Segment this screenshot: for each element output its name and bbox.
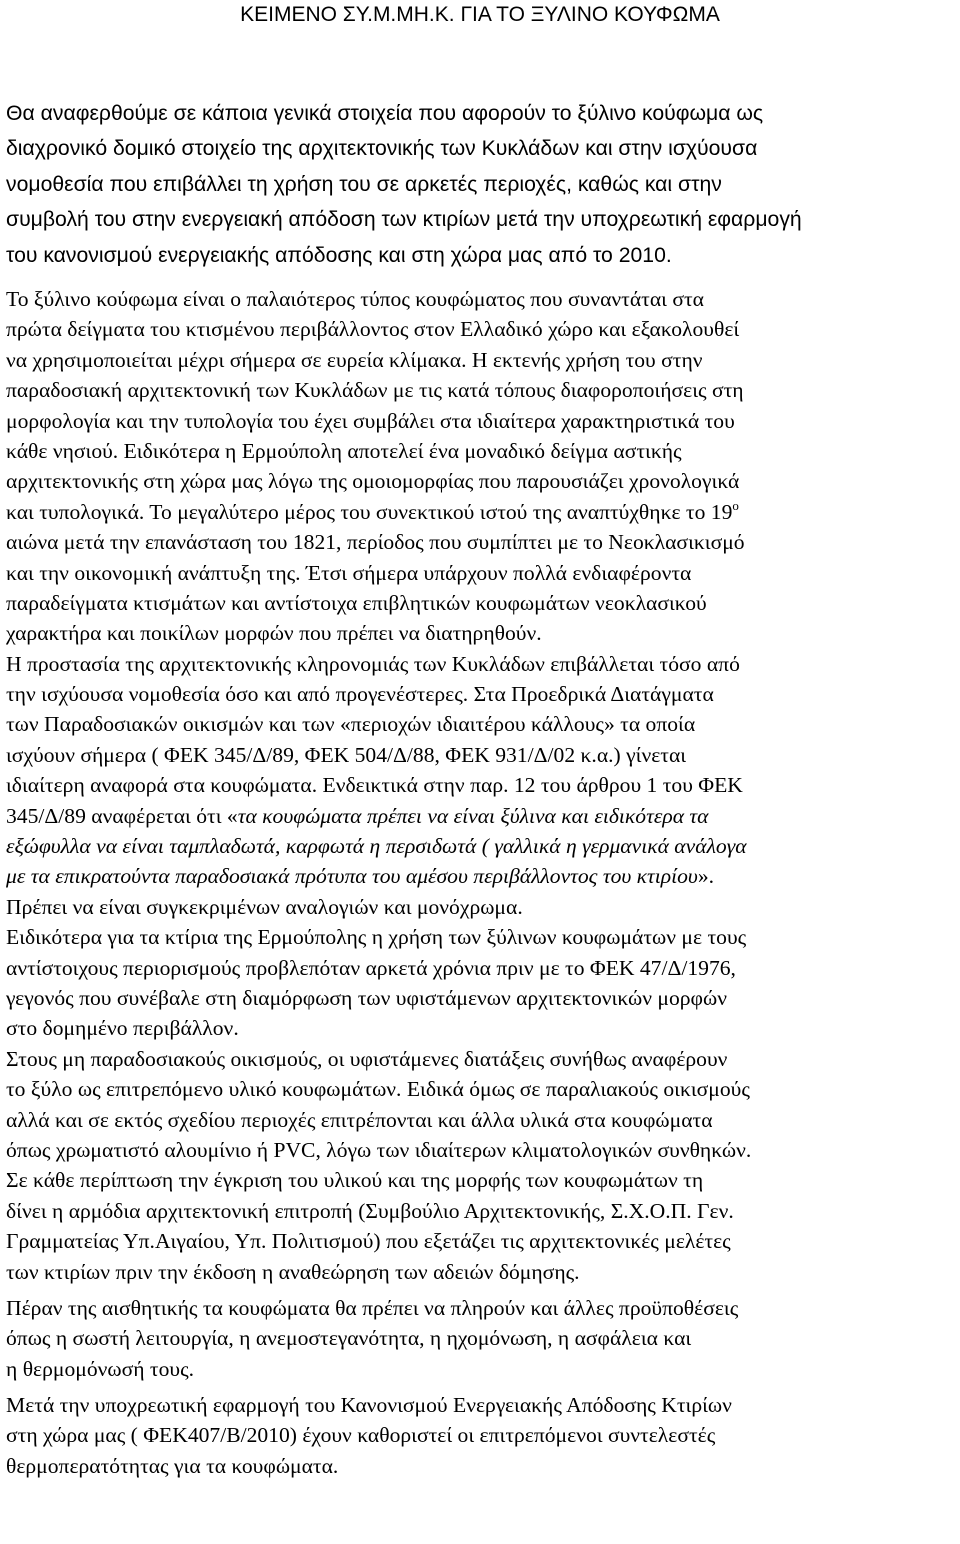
text-segment: ». <box>697 864 715 889</box>
text-line: Πρέπει να είναι συγκεκριμένων αναλογιών και μονόχρωμα. <box>6 894 523 919</box>
text-line: του κανονισμού ενεργειακής απόδοσης και στη χώρα μας από το 2010. <box>6 243 672 267</box>
quote-text: τα κουφώματα πρέπει να είναι ξύλινα και ειδικότερα τα <box>237 803 709 828</box>
text-line: και την οικονομική ανάπτυξη της. Έτσι σήμερα υπάρχουν πολλά ενδιαφέροντα <box>6 560 692 585</box>
text-line: την ισχύουσα νομοθεσία όσο και από προγενέστερες. Στα Προεδρικά Διατάγματα <box>6 682 714 707</box>
text-line: στη χώρα μας ( ΦΕΚ407/Β/2010) έχουν καθοριστεί οι επιτρεπόμενοι συντελεστές <box>6 1423 716 1448</box>
paragraph-history <box>6 284 958 649</box>
text-line: των Παραδοσιακών οικισμών και των «περιοχών ιδιαιτέρου κάλλους» τα οποία <box>6 712 696 737</box>
superscript: ο <box>732 497 739 513</box>
text-line: αιώνα μετά την επανάσταση του 1821, περίοδος που συμπίπτει με το Νεοκλασικισμό <box>6 530 745 555</box>
quote-text: με τα επικρατούντα παραδοσιακά πρότυπα του αμέσου περιβάλλοντος του κτιρίου <box>6 864 698 889</box>
text-line: Θα αναφερθούμε σε κάποια γενικά στοιχεία που αφορούν το ξύλινο κούφωμα ως <box>6 102 764 125</box>
text-line: αλλά και σε εκτός σχεδίου περιοχές επιτρέπονται και άλλα υλικά στα κουφώματα <box>6 1107 713 1132</box>
text-line <box>6 497 958 527</box>
text-line: γεγονός που συνέβαλε στη διαμόρφωση των υφιστάμενων αρχιτεκτονικών μορφών <box>6 985 727 1010</box>
paragraph-legislation <box>6 649 958 923</box>
text-line <box>6 801 958 831</box>
text-line: διαχρονικό δομικό στοιχείο της αρχιτεκτονικής των Κυκλάδων και στην ισχύουσα <box>6 137 758 161</box>
text-line <box>6 861 958 891</box>
text-line: Ειδικότερα για τα κτίρια της Ερμούπολης η χρήση των ξύλινων κουφωμάτων με τους <box>6 925 747 950</box>
body-text <box>6 284 958 1481</box>
text-line: Πέραν της αισθητικής τα κουφώματα θα πρέπει να πληρούν και άλλες προϋποθέσεις <box>6 1295 739 1320</box>
text-line: παραδοσιακή αρχιτεκτονική των Κυκλάδων με τις κατά τόπους διαφοροποιήσεις στη <box>6 378 744 403</box>
text-line: όπως χρωματιστό αλουμίνιο ή PVC, λόγω των ιδιαίτερων κλιματολογικών συνθηκών. <box>6 1137 752 1162</box>
text-line: πρώτα δείγματα του κτισμένου περιβάλλοντος στον Ελλαδικό χώρο και εξακολουθεί <box>6 317 740 342</box>
text-line: κάθε νησιού. Ειδικότερα η Ερμούπολη αποτελεί ένα μοναδικό δείγμα αστικής <box>6 438 682 463</box>
paragraph-ermoupoli <box>6 922 958 1044</box>
text-line: αντίστοιχους περιορισμούς προβλεπόταν αρκετά χρόνια πριν με το ΦΕΚ 47/Δ/1976, <box>6 955 736 980</box>
paragraph-non-traditional <box>6 1044 958 1287</box>
text-line: στο δομημένο περιβάλλον. <box>6 1016 239 1041</box>
text-line: όπως η σωστή λειτουργία, η ανεμοστεγανότητα, η ηχομόνωση, η ασφάλεια και <box>6 1326 692 1351</box>
intro-paragraph <box>6 96 958 273</box>
text-line: Στους μη παραδοσιακούς οικισμούς, οι υφιστάμενες διατάξεις συνήθως αναφέρουν <box>6 1046 728 1071</box>
page-title: ΚΕΙΜΕΝΟ ΣΥ.Μ.ΜΗ.Κ. ΓΙΑ ΤΟ ΞΥΛΙΝΟ ΚΟΥΦΩΜΑ <box>240 3 720 26</box>
text-line: Σε κάθε περίπτωση την έγκριση του υλικού και της μορφής των κουφωμάτων τη <box>6 1168 704 1193</box>
text-segment: 345/Δ/89 αναφέρεται ότι « <box>6 803 238 828</box>
text-line: Μετά την υποχρεωτική εφαρμογή του Κανονισμού Ενεργειακής Απόδοσης Κτιρίων <box>6 1393 732 1418</box>
text-line: μορφολογία και την τυπολογία του έχει συμβάλει στα ιδιαίτερα χαρακτηριστικά του <box>6 408 735 433</box>
paragraph-energy <box>6 1390 958 1481</box>
text-line: των κτιρίων πριν την έκδοση η αναθεώρηση των αδειών δόμησης. <box>6 1259 580 1284</box>
quote-text: εξώφυλλα να είναι ταμπλαδωτά, καρφωτά η περσιδωτά ( γαλλικά η γερμανικά ανάλογα <box>6 834 747 859</box>
text-line: Γραμματείας Υπ.Αιγαίου, Υπ. Πολιτισμού) που εξετάζει τις αρχιτεκτονικές μελέτες <box>6 1229 731 1254</box>
text-line: συμβολή του στην ενεργειακή απόδοση των κτιρίων μετά την υποχρεωτική εφαρμογή <box>6 208 802 232</box>
text-line <box>6 831 958 861</box>
text-line: θερμοπερατότητας για τα κουφώματα. <box>6 1453 339 1478</box>
text-line: χαρακτήρα και ποικίλων μορφών που πρέπει να διατηρηθούν. <box>6 621 542 646</box>
text-segment: και τυπολογικά. Το μεγαλύτερο μέρος του συνεκτικού ιστού της αναπτύχθηκε το 19 <box>6 499 733 524</box>
text-line: ιδιαίτερη αναφορά στα κουφώματα. Ενδεικτικά στην παρ. 12 του άρθρου 1 του ΦΕΚ <box>6 773 743 798</box>
text-line: Το ξύλινο κούφωμα είναι ο παλαιότερος τύπος κουφώματος που συναντάται στα <box>6 287 704 311</box>
text-line: το ξύλο ως επιτρεπόμενο υλικό κουφωμάτων. Ειδικά όμως σε παραλιακούς οικισμούς <box>6 1077 750 1102</box>
text-line: να χρησιμοποιείται μέχρι σήμερα σε ευρεία κλίμακα. Η εκτενής χρήση του στην <box>6 347 703 372</box>
text-line: αρχιτεκτονικής στη χώρα μας λόγω της ομοιομορφίας που παρουσιάζει χρονολογικά <box>6 469 740 494</box>
text-line: δίνει η αρμόδια αρχιτεκτονική επιτροπή (Συμβούλιο Αρχιτεκτονικής, Σ.Χ.Ο.Π. Γεν. <box>6 1198 734 1223</box>
text-line: παραδείγματα κτισμάτων και αντίστοιχα επιβλητικών κουφωμάτων νεοκλασικού <box>6 590 707 615</box>
paragraph-requirements <box>6 1293 958 1384</box>
text-line: η θερμομόνωσή τους. <box>6 1356 195 1381</box>
text-line: Η προστασία της αρχιτεκτονικής κληρονομιάς των Κυκλάδων επιβάλλεται τόσο από <box>6 651 740 676</box>
text-line: νομοθεσία που επιβάλλει τη χρήση του σε αρκετές περιοχές, καθώς και στην <box>6 172 722 196</box>
text-line: ισχύουν σήμερα ( ΦΕΚ 345/Δ/89, ΦΕΚ 504/Δ/88, ΦΕΚ 931/Δ/02 κ.α.) γίνεται <box>6 742 687 767</box>
